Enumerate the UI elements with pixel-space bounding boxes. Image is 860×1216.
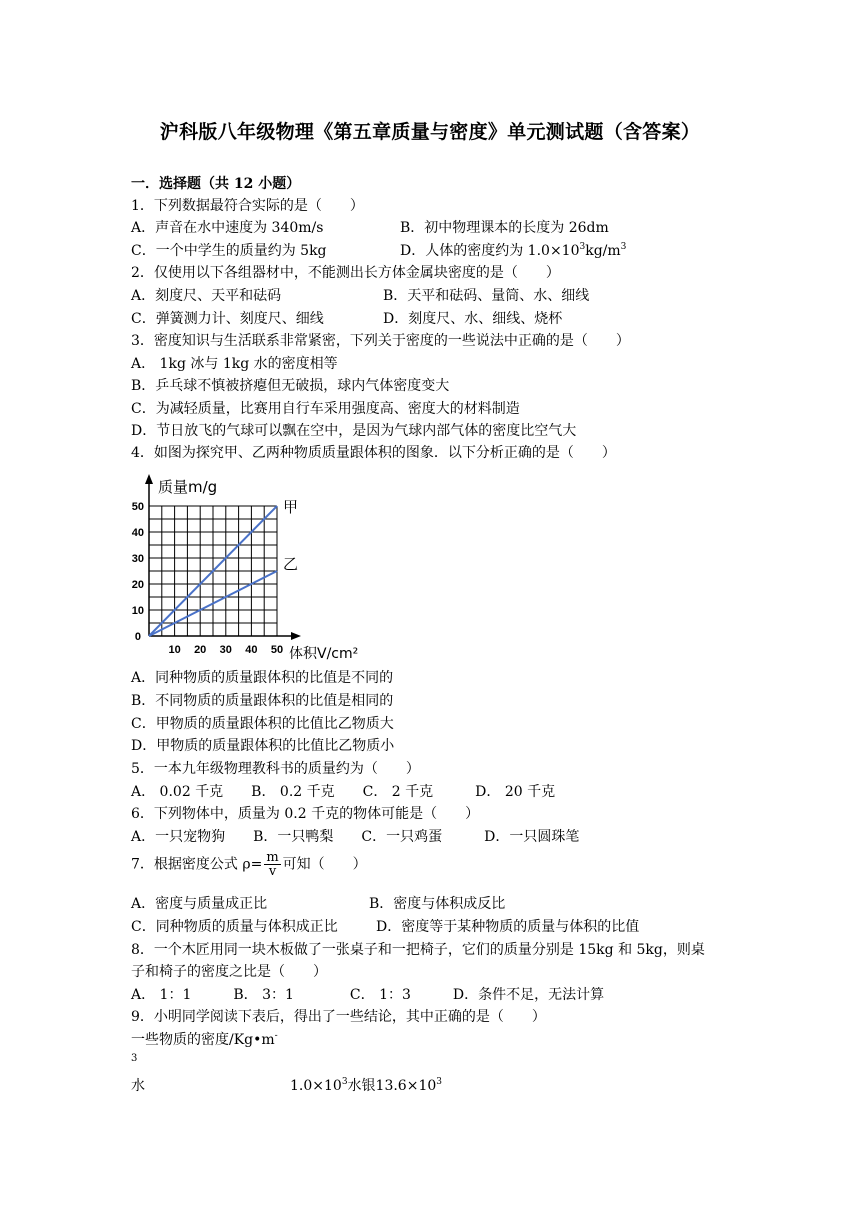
series-label: 甲: [283, 498, 299, 516]
y-axis-label: 质量m/g: [158, 478, 218, 496]
x-tick-label: 50: [270, 644, 284, 656]
q3-option-b: B．乒乓球不慎被挤瘪但无破损，球内气体密度变大: [131, 378, 450, 394]
x-tick-label: 40: [245, 644, 258, 656]
y-tick-label: 10: [131, 605, 144, 617]
q4-option-c: C．甲物质的质量跟体积的比值比乙物质大: [131, 716, 394, 732]
q7-stem: 7．根据密度公式 ρ= $\frac{m}{v}$ 可知（ ）: [131, 850, 367, 879]
section-heading: 一．选择题（共 12 小题）: [131, 176, 301, 192]
mass-volume-chart: [128, 470, 368, 666]
x-tick-label: 0: [134, 631, 141, 643]
density-table-row1-name: 水: [131, 1078, 145, 1094]
q7-option-a: A．密度与质量成正比: [131, 896, 268, 912]
q1-option-b: B．初中物理课本的长度为 26dm: [400, 220, 609, 236]
x-axis-arrow: [291, 632, 301, 640]
series-label: 乙: [283, 555, 299, 573]
q4-stem: 4．如图为探究甲、乙两种物质质量跟体积的图象．以下分析正确的是（ ）: [131, 445, 616, 461]
q3-option-d: D．节日放飞的气球可以飘在空中，是因为气球内部气体的密度比空气大: [131, 423, 577, 439]
q7-option-c: C．同种物质的质量与体积成正比: [131, 919, 338, 935]
q4-option-b: B．不同物质的质量跟体积的比值是相同的: [131, 693, 394, 709]
density-table-heading: 一些物质的密度/Kg•m-: [131, 1031, 278, 1048]
density-table-heading-wrap: 3: [131, 1053, 138, 1064]
q3-option-a: A． 1kg 冰与 1kg 水的密度相等: [131, 356, 338, 372]
q2-stem: 2．仅使用以下各组器材中，不能测出长方体金属块密度的是（ ）: [131, 265, 560, 281]
q4-option-a: A．同种物质的质量跟体积的比值是不同的: [131, 670, 394, 686]
q1-stem: 1．下列数据最符合实际的是（ ）: [131, 198, 364, 214]
q3-option-c: C．为减轻质量，比赛用自行车采用强度高、密度大的材料制造: [131, 401, 520, 417]
density-formula-fraction: $\frac{m}{v}$: [266, 850, 279, 879]
q7-option-d: D．密度等于某种物质的质量与体积的比值: [376, 919, 640, 935]
q1-option-d: D．人体的密度约为 $1.0\times 10^3kg/m^3$: [400, 242, 627, 259]
density-table-row1-values: $1.0\times 10^3$水银$13.6\times 10^3$: [290, 1077, 442, 1094]
y-tick-label: 50: [131, 501, 144, 513]
q5-options: A． 0.02 千克 B． 0.2 千克 C． 2 千克 D． 20 千克: [131, 784, 556, 800]
x-tick-label: 20: [194, 644, 207, 656]
q2-option-d: D．刻度尺、水、细线、烧杯: [383, 311, 563, 327]
x-tick-label: 30: [219, 644, 232, 656]
q5-stem: 5．一本九年级物理教科书的质量约为（ ）: [131, 761, 420, 777]
x-tick-label: 10: [168, 644, 181, 656]
q6-options: A．一只宠物狗 B．一只鸭梨 C．一只鸡蛋 D．一只圆珠笔: [131, 829, 580, 845]
q3-stem: 3．密度知识与生活联系非常紧密，下列关于密度的一些说法中正确的是（ ）: [131, 333, 630, 349]
x-axis-label: 体积V/cm²: [289, 646, 359, 662]
q7-option-b: B．密度与体积成反比: [369, 896, 506, 912]
q9-stem: 9．小明同学阅读下表后，得出了一些结论，其中正确的是（ ）: [131, 1009, 546, 1025]
q1-option-c: C．一个中学生的质量约为 5kg: [131, 243, 327, 259]
y-tick-label: 40: [131, 527, 144, 539]
q8-stem-line2: 子和椅子的密度之比是（ ）: [131, 964, 327, 980]
y-tick-label: 20: [131, 579, 144, 591]
q8-options: A． 1：1 B． 3：1 C． 1：3 D．条件不足，无法计算: [131, 987, 605, 1003]
q2-option-b: B．天平和砝码、量筒、水、细线: [383, 288, 590, 304]
q6-stem: 6．下列物体中，质量为 0.2 千克的物体可能是（ ）: [131, 806, 480, 822]
q4-option-d: D．甲物质的质量跟体积的比值比乙物质小: [131, 738, 395, 754]
q1-option-a: A．声音在水中速度为 340m/s: [131, 220, 324, 236]
y-tick-label: 30: [131, 553, 144, 565]
q2-option-a: A．刻度尺、天平和砝码: [131, 288, 282, 304]
page-title: 沪科版八年级物理《第五章质量与密度》单元测试题（含答案）: [159, 121, 701, 143]
q8-stem-line1: 8．一个木匠用同一块木板做了一张桌子和一把椅子，它们的质量分别是 15kg 和 5kg，则桌: [131, 942, 705, 958]
q2-option-c: C．弹簧测力计、刻度尺、细线: [131, 311, 324, 327]
y-axis-arrow: [145, 474, 153, 484]
